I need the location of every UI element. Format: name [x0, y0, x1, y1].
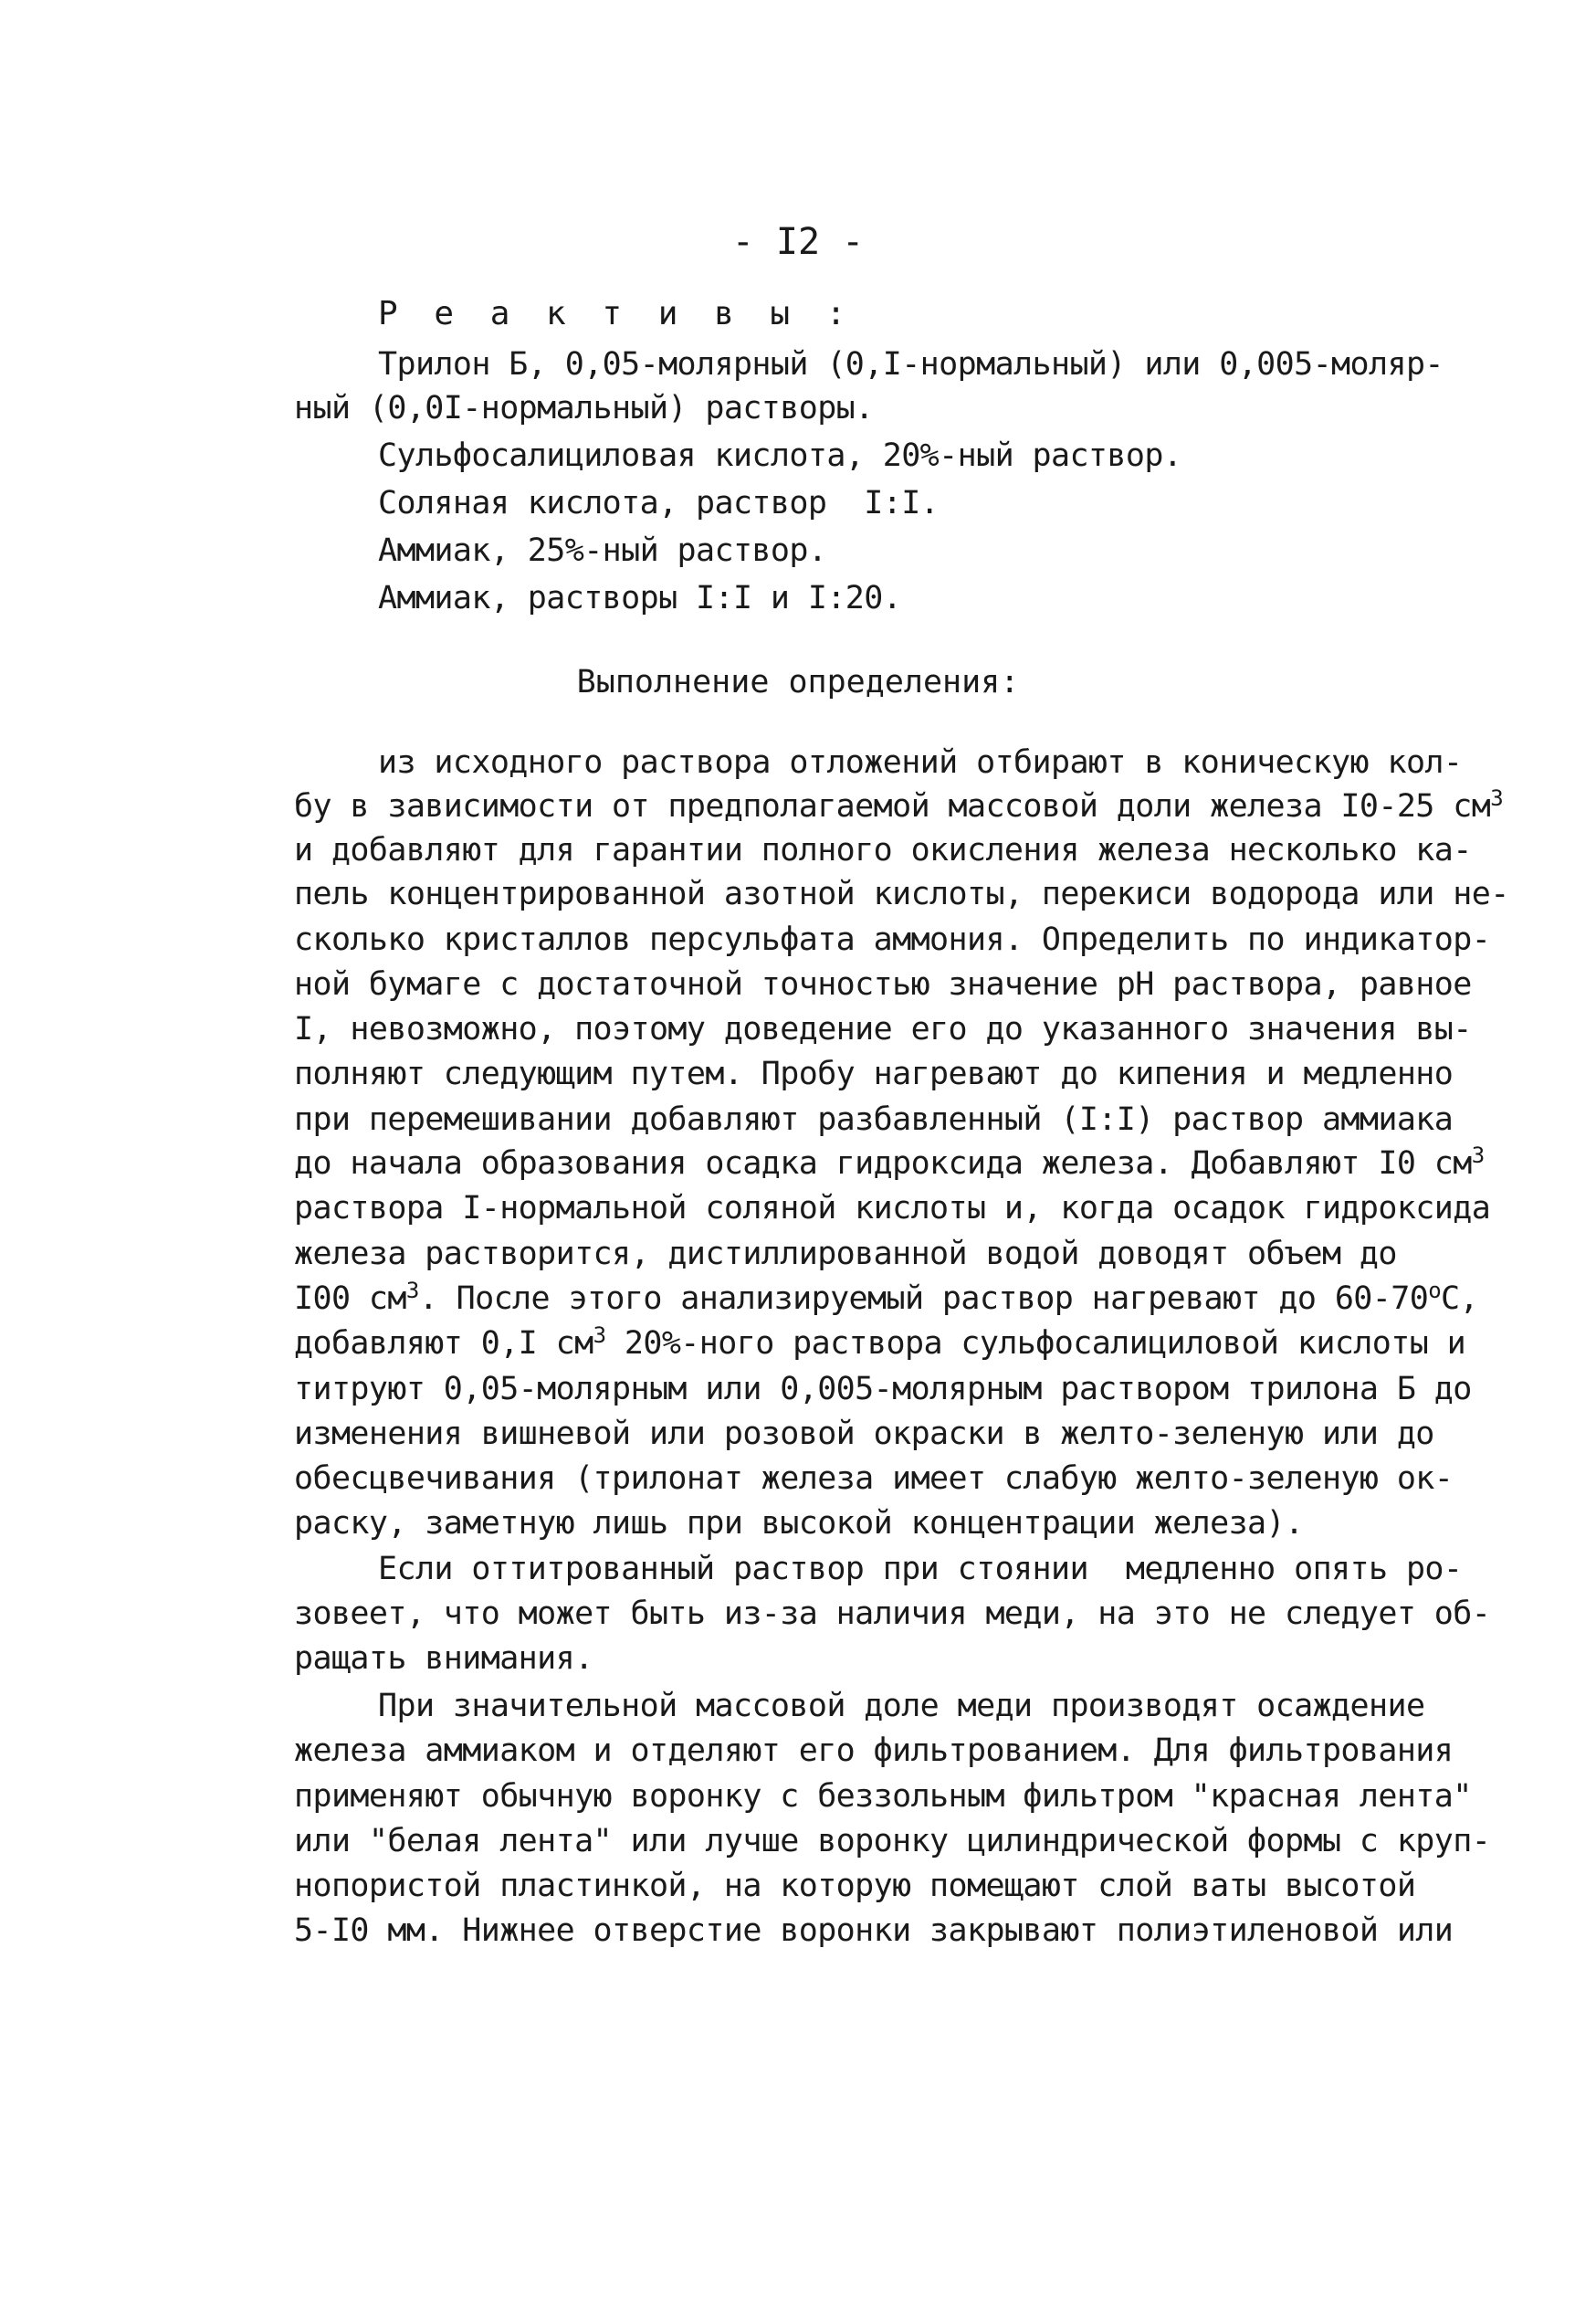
reagent-line: Аммиак, растворы I:I и I:20. — [378, 580, 902, 616]
body-line: I, невозможно, поэтому доведение его до указанного значения вы- — [294, 1011, 1472, 1048]
body-line: нопористой пластинкой, на которую помещают слой ваты высотой — [294, 1868, 1416, 1904]
body-line: изменения вишневой или розовой окраски в желто-зеленую или до — [294, 1416, 1434, 1452]
body-line: применяют обычную воронку с беззольным фильтром "красная лента" — [294, 1778, 1472, 1815]
body-line: и добавляют для гарантии полного окисления железа несколько ка- — [294, 832, 1472, 869]
body-line: титруют 0,05-молярным или 0,005-молярным раствором трилона Б до — [294, 1371, 1472, 1407]
body-line: полняют следующим путем. Пробу нагревают до кипения и медленно — [294, 1056, 1454, 1092]
body-line: железа растворится, дистиллированной водой доводят объем до — [294, 1236, 1397, 1272]
procedure-heading: Выполнение определения: — [576, 664, 1020, 700]
superscript: 3 — [405, 1278, 419, 1303]
body-line: раску, заметную лишь при высокой концентрации железа). — [294, 1505, 1304, 1542]
reagent-line: ный (0,0I-нормальный) растворы. — [294, 390, 874, 426]
reagents-heading: Р е а к т и в ы : — [378, 295, 855, 332]
body-line: раствора I-нормальной соляной кислоты и, когда осадок гидроксида — [294, 1190, 1491, 1227]
superscript: 3 — [593, 1322, 606, 1348]
body-line: обесцвечивания (трилонат железа имеет слабую желто-зеленую ок- — [294, 1460, 1454, 1497]
body-line: зовеет, что может быть из-за наличия меди, на это не следует об- — [294, 1595, 1491, 1632]
body-line: пель концентрированной азотной кислоты, перекиси водорода или не- — [294, 876, 1509, 912]
body-line: добавляют 0,I $см^3$ 20%-ного раствора сульфосалициловой кислоты и — [294, 1322, 1466, 1362]
body-line: при перемешивании добавляют разбавленный (I:I) раствор аммиака — [294, 1101, 1454, 1138]
body-line: 5-I0 мм. Нижнее отверстие воронки закрывают полиэтиленовой или — [294, 1912, 1454, 1949]
page-number: - I2 - — [731, 221, 865, 263]
body-line: бу в зависимости от предполагаемой массовой доли железа I0-25 $см^3$ — [294, 785, 1504, 825]
superscript: 3 — [1490, 785, 1504, 811]
body-line: из исходного раствора отложений отбирают в коническую кол- — [378, 744, 1463, 781]
reagent-line: Соляная кислота, раствор I:I. — [378, 485, 940, 521]
reagent-line: Трилон Б, 0,05-молярный (0,I-нормальный) или 0,005-моляр- — [378, 346, 1444, 383]
body-line: или "белая лента" или лучше воронку цилиндрической формы с круп- — [294, 1823, 1491, 1859]
reagent-line: Сульфосалициловая кислота, 20%-ный раствор. — [378, 437, 1182, 474]
body-line: железа аммиаком и отделяют его фильтрованием. Для фильтрования — [294, 1732, 1454, 1769]
body-line: ращать внимания. — [294, 1640, 593, 1677]
body-line: Если оттитрованный раствор при стоянии медленно опять ро- — [378, 1551, 1463, 1587]
body-line: I00 $см^3$. После этого анализируемый раствор нагревают до 60-70$^o$С, — [294, 1278, 1478, 1317]
body-line: При значительной массовой доле меди производят осаждение — [378, 1688, 1425, 1724]
body-line: до начала образования осадка гидроксида железа. Добавляют I0 $см^3$ — [294, 1142, 1485, 1182]
body-line: сколько кристаллов персульфата аммония. Определить по индикатор- — [294, 921, 1491, 958]
superscript: 3 — [1471, 1142, 1485, 1168]
body-line: ной бумаге с достаточной точностью значение pH раствора, равное — [294, 966, 1472, 1003]
reagent-line: Аммиак, 25%-ный раствор. — [378, 532, 827, 569]
superscript: o — [1428, 1278, 1442, 1303]
